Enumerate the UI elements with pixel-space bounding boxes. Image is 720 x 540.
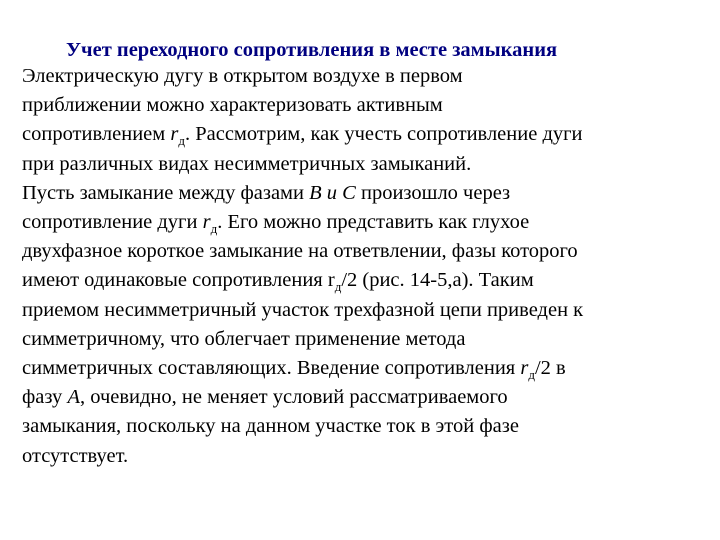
text-run: при различных видах несимметричных замыканий. (22, 152, 472, 175)
text-run: Электрическую дугу в открытом воздухе в первом (22, 65, 463, 87)
text-line (22, 442, 712, 471)
text-run: фазу (22, 386, 68, 409)
text-run: и (321, 181, 343, 204)
text-line (22, 237, 712, 266)
text-run: /2 (рис. 14-5,а). Таким (341, 269, 534, 292)
text-run: . Рассмотрим, как учесть сопротивление дуги (184, 123, 583, 146)
text-run: . Его можно представить как глухое (217, 211, 530, 234)
text-line (22, 354, 712, 383)
text-line (22, 150, 712, 179)
symbol-r: r (520, 357, 529, 380)
text-line (22, 296, 712, 325)
text-run: приемом несимметричный участок трехфазной цепи приведен к (22, 298, 584, 321)
text-run: замыкания, поскольку на данном участке ток в этой фазе (22, 415, 519, 438)
text-run: Пусть замыкание между фазами (22, 181, 310, 204)
text-line (22, 412, 712, 441)
text-line (22, 325, 712, 354)
phase-a: А (67, 386, 80, 409)
text-run: симметричных составляющих. Введение сопротивления (22, 357, 521, 380)
text-run: имеют одинаковые сопротивления r (22, 269, 335, 292)
text-run: приближении можно характеризовать активным (22, 94, 443, 117)
text-line (22, 266, 712, 295)
text-line (22, 120, 712, 149)
text-line (22, 208, 712, 237)
subscript-d: д (210, 221, 218, 237)
text-run: произошло через (355, 181, 511, 204)
text-line (22, 179, 712, 208)
text-run: симметричному, что облегчает применение метода (22, 327, 466, 350)
subscript-d: д (178, 133, 185, 149)
slide-title: Учет переходного сопротивления в месте замыкания (66, 39, 558, 61)
text-run: , очевидно, не меняет условий рассматриваемого (79, 386, 508, 409)
text-run: сопротивление дуги (22, 211, 203, 234)
symbol-r: r (202, 211, 211, 234)
subscript-d: д (528, 367, 535, 383)
text-line (22, 91, 712, 120)
text-run: сопротивлением (22, 123, 171, 146)
phase-b: В (309, 181, 322, 204)
symbol-r: r (170, 123, 179, 146)
text-run: отсутствует. (22, 444, 129, 467)
text-run: двухфазное короткое замыкание на ответвлении, фазы которого (22, 240, 578, 263)
phase-c: С (342, 181, 356, 204)
body-text (22, 62, 712, 471)
text-run: /2 в (534, 357, 566, 380)
text-line (22, 62, 712, 91)
subscript-d: д (334, 279, 342, 295)
text-line (22, 383, 712, 412)
